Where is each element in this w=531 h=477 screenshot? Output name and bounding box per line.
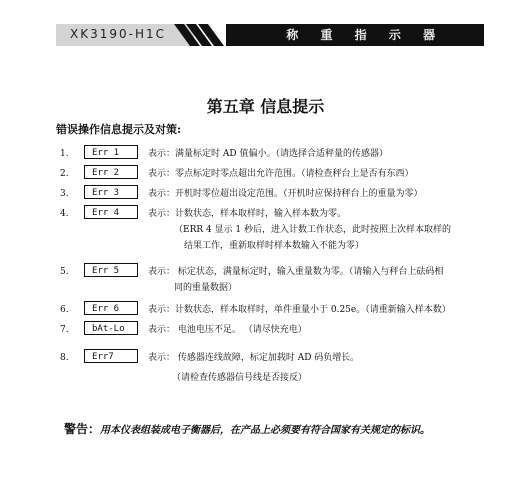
error-description: 表示：零点标定时零点超出允许范围。（请检查秤台上是否有东西） <box>148 169 414 179</box>
error-code: bAt-Lo <box>84 321 138 335</box>
error-description: 表示： 标定状态，满量标定时，输入重量数为零。（请输入与秤台上砝码相 <box>148 267 444 277</box>
header-stripes-icon <box>174 24 234 46</box>
header-title-panel <box>226 24 484 46</box>
error-code: Err 4 <box>84 205 138 219</box>
error-number: 1. <box>60 149 69 159</box>
error-continuation: （ERR 4 显示 1 秒后，进入计数工作状态，此时按照上次样本取样的 <box>174 225 452 235</box>
subtitle: 错误操作信息提示及对策: <box>56 123 182 136</box>
error-code: Err 5 <box>84 263 138 277</box>
header-model: XK3190-H1C <box>70 27 166 41</box>
error-code: Err 2 <box>84 165 138 179</box>
error-code: Err 3 <box>84 185 138 199</box>
error-continuation: 结果工作，重新取样时样本数输入不能为零） <box>184 241 365 251</box>
error-code: Err 1 <box>84 145 138 159</box>
error-description: 表示：计数状态，样本取样时，单件重量小于 0.25e。（请重新输入样本数） <box>148 305 451 315</box>
error-continuation: 同的重量数据） <box>174 283 238 293</box>
error-number: 3. <box>60 189 69 199</box>
error-description: 表示：满量标定时 AD 值偏小。（请选择合适秤量的传感器） <box>148 149 388 159</box>
error-description: 表示：开机时零位超出设定范围。（开机时应保持秤台上的重量为零） <box>148 189 423 199</box>
error-number: 4. <box>60 209 69 219</box>
error-description: 表示： 传感器连线故障，标定加载时 AD 码负增长。 <box>148 353 360 363</box>
header-bar <box>56 24 484 46</box>
warning-note <box>64 420 430 437</box>
error-number: 7. <box>60 325 69 335</box>
error-number: 6. <box>60 305 69 315</box>
error-description: 表示： 电池电压不足。 （请尽快充电） <box>148 325 307 335</box>
chapter-title: 第五章 信息提示 <box>206 97 325 116</box>
warning-lead: 警告： <box>64 422 101 436</box>
error-number: 8. <box>60 353 69 363</box>
header-title: 称 重 指 示 器 <box>286 28 444 42</box>
error-continuation: （请检查传感器信号线是否接反） <box>172 373 308 383</box>
warning-text: 用本仪表组装成电子衡器后，在产品上必须要有符合国家有关规定的标识。 <box>100 425 431 436</box>
error-code: Err 6 <box>84 301 138 315</box>
error-description: 表示：计数状态，样本取样时，输入样本数为零。 <box>148 209 347 219</box>
error-number: 2. <box>60 169 69 179</box>
error-number: 5. <box>60 267 69 277</box>
error-code: Err7 <box>84 349 138 363</box>
